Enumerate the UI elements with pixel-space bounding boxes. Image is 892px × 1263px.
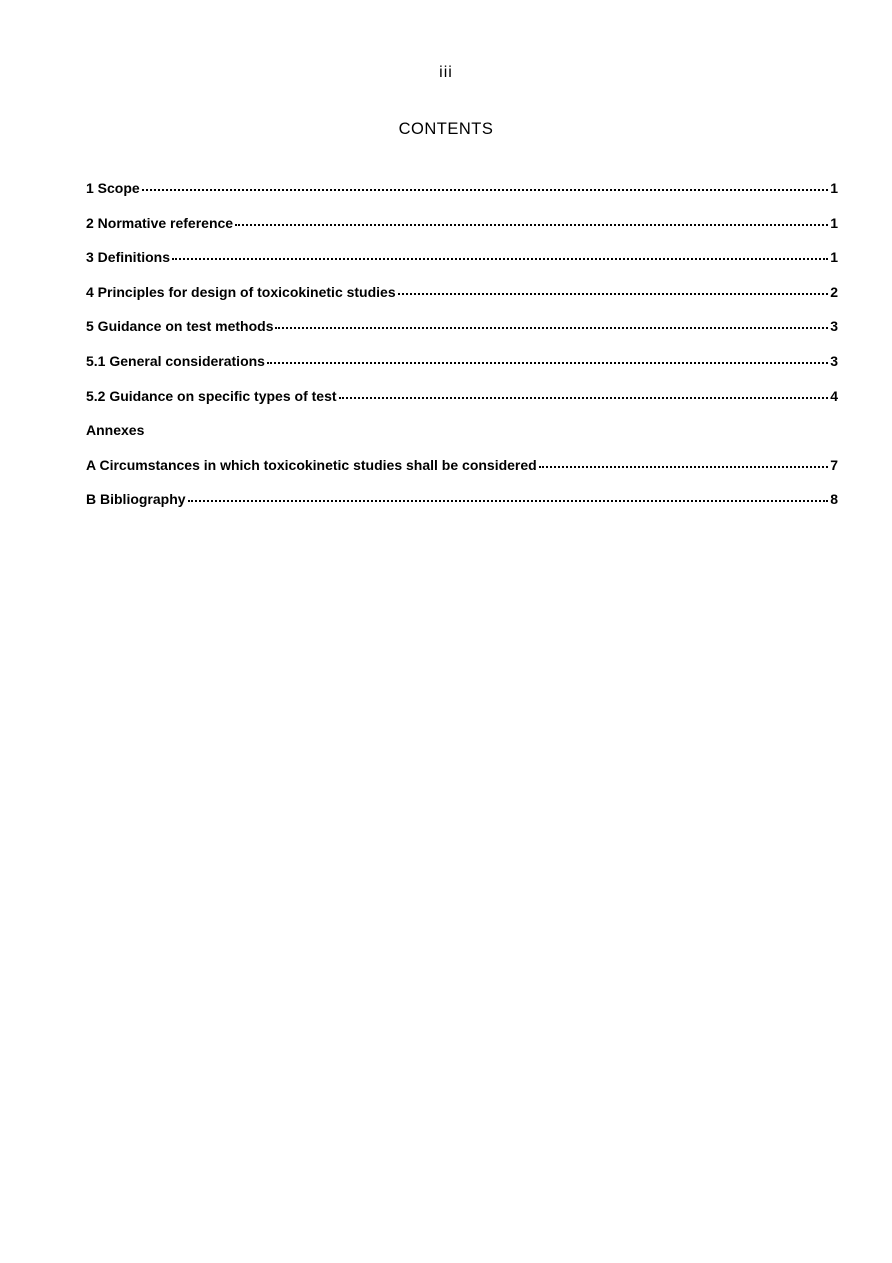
toc-entry-page: 3 (830, 318, 838, 335)
toc-dot-leader (142, 188, 828, 191)
page-number: iii (439, 64, 453, 81)
toc-entry-general-considerations[interactable] (86, 353, 838, 388)
toc-dot-leader (398, 292, 828, 295)
toc-entry-specific-types-of-test[interactable] (86, 388, 838, 423)
toc-entry-page: 1 (830, 180, 838, 196)
toc-entry-label: 5.2 Guidance on specific types of test (86, 387, 337, 404)
toc-dot-leader (267, 361, 828, 364)
toc-heading-label: Annexes (86, 422, 145, 439)
toc-entry-principles[interactable] (86, 284, 838, 319)
toc-entry-label: 5.1 General considerations (86, 352, 265, 369)
toc-entry-page: 7 (830, 456, 838, 473)
toc-entry-annex-a[interactable] (86, 457, 838, 492)
toc-entry-label: B Bibliography (86, 491, 186, 508)
toc-dot-leader (339, 396, 828, 399)
toc-entry-label: 2 Normative reference (86, 214, 234, 231)
page-title: CONTENTS (398, 120, 494, 138)
toc-entry-page: 2 (830, 283, 838, 300)
toc-entry-label: 1 Scope (86, 180, 140, 196)
toc-dot-leader (235, 223, 828, 226)
toc-entry-label: 3 Definitions (86, 249, 171, 266)
toc-entry-label: 4 Principles for design of toxicokinetic studies (86, 283, 396, 300)
toc-entry-annex-b-bibliography[interactable] (86, 491, 838, 526)
toc-heading-annexes (86, 422, 838, 457)
toc-dot-leader (539, 465, 828, 468)
toc-entry-page: 1 (830, 214, 838, 231)
toc-entry-page: 3 (830, 352, 838, 369)
toc-dot-leader (188, 499, 828, 502)
table-of-contents (86, 180, 838, 526)
toc-entry-label: A Circumstances in which toxicokinetic studies shall be considered (86, 456, 537, 473)
toc-dot-leader (172, 257, 828, 260)
toc-entry-scope[interactable] (86, 180, 838, 215)
toc-entry-normative-reference[interactable] (86, 215, 838, 250)
toc-entry-definitions[interactable] (86, 249, 838, 284)
toc-dot-leader (275, 326, 828, 329)
toc-entry-label: 5 Guidance on test methods (86, 318, 274, 335)
toc-entry-page: 4 (830, 387, 838, 404)
toc-entry-guidance-test-methods[interactable] (86, 318, 838, 353)
toc-entry-page: 1 (830, 249, 838, 266)
toc-entry-page: 8 (830, 491, 838, 508)
